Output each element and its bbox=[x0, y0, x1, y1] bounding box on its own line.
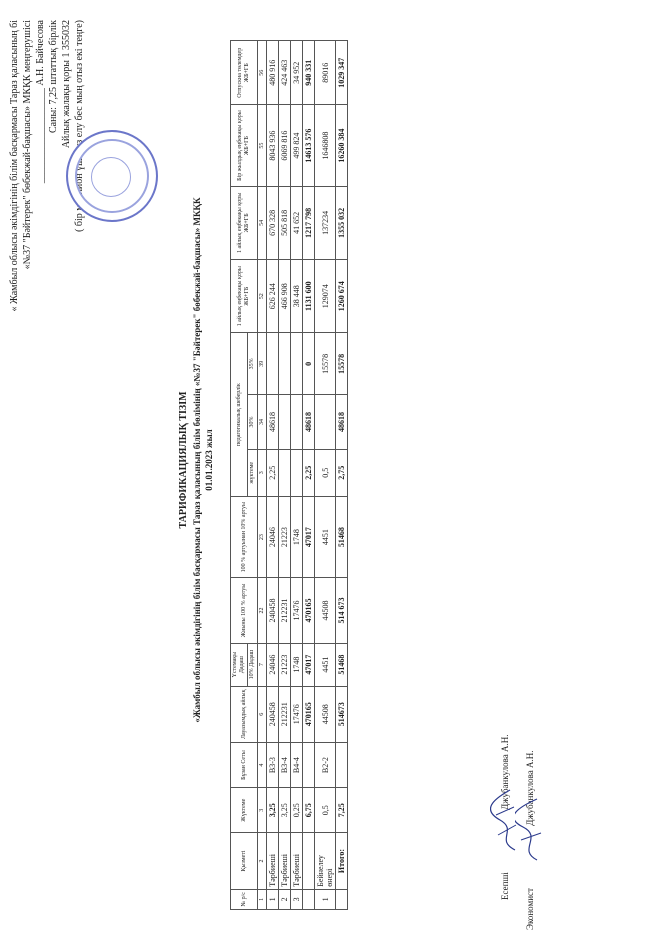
subtotal-rate: 6,75 bbox=[303, 788, 315, 833]
col-number: 3 bbox=[258, 449, 267, 496]
col-number: 22 bbox=[258, 578, 267, 643]
row-num: 1 bbox=[267, 889, 279, 909]
col-accrued-header: Жиыны 100 % артуы bbox=[231, 578, 258, 643]
row-month1b: 41 652 bbox=[291, 186, 303, 259]
subtotal-month1b: 1217 798 bbox=[303, 186, 315, 259]
subtotal-annual: 14613 576 bbox=[303, 105, 315, 186]
row-ped35 bbox=[291, 333, 303, 395]
col-number: 1 bbox=[258, 889, 267, 909]
row-annual: 8043 936 bbox=[267, 105, 279, 186]
table-row bbox=[291, 41, 303, 910]
economist-signature-icon bbox=[515, 795, 545, 865]
accountant-name: Джубанкулова А.Н. bbox=[500, 734, 510, 810]
total-vacation: 1029 347 bbox=[336, 41, 348, 105]
approval-line: Айлық жалақы қоры 1 355032 bbox=[61, 20, 72, 149]
row-ped-load: 0,5 bbox=[315, 449, 336, 496]
row-month1b: 670 328 bbox=[267, 186, 279, 259]
row-vacation: 89016 bbox=[315, 41, 336, 105]
subtotal-bonus10: 47017 bbox=[303, 643, 315, 686]
total-ped-load: 2,75 bbox=[336, 449, 348, 496]
row-ped30 bbox=[315, 395, 336, 449]
row-salary: 44508 bbox=[315, 686, 336, 742]
col-number: 54 bbox=[258, 186, 267, 259]
row-grade: В3-3 bbox=[267, 742, 279, 787]
total-rate: 7,25 bbox=[336, 788, 348, 833]
total-month1b: 1355 032 bbox=[336, 186, 348, 259]
col-ped30-header: 30% bbox=[248, 395, 258, 449]
row-total100: 21223 bbox=[279, 496, 291, 577]
col-number: 3 bbox=[258, 788, 267, 833]
approval-line: ___________________ А.Н. Байчесова bbox=[35, 20, 46, 184]
row-bonus10: 1748 bbox=[291, 643, 303, 686]
row-month1: 466 908 bbox=[279, 260, 291, 333]
document-date: 01.01.2023 жыл bbox=[204, 429, 214, 491]
economist-name: Джубанкулова А.Н. bbox=[525, 750, 535, 826]
total-total100: 51468 bbox=[336, 496, 348, 577]
col-number: 55 bbox=[258, 105, 267, 186]
row-ped-load bbox=[279, 449, 291, 496]
row-salary: 212231 bbox=[279, 686, 291, 742]
row-vacation: 480 916 bbox=[267, 41, 279, 105]
row-rate: 3,25 bbox=[267, 788, 279, 833]
subtotal-salary: 470165 bbox=[303, 686, 315, 742]
row-ped30 bbox=[279, 395, 291, 449]
organization-name: «Жамбыл облысы әкімдігінің білім басқармасы Тараз қаласының білім бөлімінің «№37 "Бәйтерек" бөбекжай-бақшасы» МКҚК bbox=[192, 197, 202, 723]
total-annual: 16260 384 bbox=[336, 105, 348, 186]
row-annual: 1646808 bbox=[315, 105, 336, 186]
subtotal-ped35: 0 bbox=[303, 333, 315, 395]
total-salary: 514673 bbox=[336, 686, 348, 742]
subtotal-row bbox=[303, 41, 315, 910]
col-number: 34 bbox=[258, 395, 267, 449]
col-month1-header: 1 айлық еңбекақы қоры ЖБ+ГБ bbox=[231, 260, 258, 333]
row-salary: 240458 bbox=[267, 686, 279, 742]
approval-line: «№37 "Бәйтерек" бөбекжай-бақшасы» МКҚК меңгерушісі bbox=[22, 20, 33, 270]
col-annual-header: Бір жылдық еңбекақы қоры ЖБ+ГБ bbox=[231, 105, 258, 186]
col-rate-header: Жүктеме bbox=[231, 788, 258, 833]
col-number: 56 bbox=[258, 41, 267, 105]
row-rate: 0,25 bbox=[291, 788, 303, 833]
row-vacation: 424 463 bbox=[279, 41, 291, 105]
tariff-table bbox=[230, 40, 348, 910]
col-ped-load-header: жүктеме bbox=[248, 449, 258, 496]
subtotal-accrued: 470165 bbox=[303, 578, 315, 643]
row-annual: 499 824 bbox=[291, 105, 303, 186]
accountant-signature-block bbox=[500, 640, 510, 900]
subtotal-month1: 1131 600 bbox=[303, 260, 315, 333]
approval-block bbox=[8, 20, 86, 450]
row-vacation: 34 952 bbox=[291, 41, 303, 105]
row-num: 3 bbox=[291, 889, 303, 909]
row-ped35 bbox=[279, 333, 291, 395]
row-total100: 1748 bbox=[291, 496, 303, 577]
row-accrued: 17476 bbox=[291, 578, 303, 643]
row-accrued: 44508 bbox=[315, 578, 336, 643]
row-month1b: 137234 bbox=[315, 186, 336, 259]
row-salary: 17476 bbox=[291, 686, 303, 742]
total-bonus10: 51468 bbox=[336, 643, 348, 686]
row-num: 1 bbox=[315, 889, 336, 909]
organization-seal bbox=[66, 130, 158, 222]
col-number: 6 bbox=[258, 686, 267, 742]
col-number: 23 bbox=[258, 496, 267, 577]
row-name: Тәрбиеші bbox=[279, 833, 291, 889]
row-ped30: 48618 bbox=[267, 395, 279, 449]
col-grade-header: Бұзан Сеты bbox=[231, 742, 258, 787]
col-month1b-header: 1 айлық еңбекақы қоры ЖБ+ГБ bbox=[231, 186, 258, 259]
table-row bbox=[279, 41, 291, 910]
col-salary-header: Лауазымдық айлық bbox=[231, 686, 258, 742]
row-ped-load: 2,25 bbox=[267, 449, 279, 496]
row-name: Тәрбиеші bbox=[267, 833, 279, 889]
row-month1: 129074 bbox=[315, 260, 336, 333]
total-accrued: 514 673 bbox=[336, 578, 348, 643]
row-bonus10: 24046 bbox=[267, 643, 279, 686]
economist-role: Экономист bbox=[525, 888, 535, 930]
subtotal-ped30: 48618 bbox=[303, 395, 315, 449]
row-name: Бейнелеу өнері bbox=[315, 833, 336, 889]
seal-center bbox=[91, 157, 131, 197]
total-row bbox=[336, 41, 348, 910]
table-row bbox=[267, 41, 279, 910]
col-number: 39 bbox=[258, 333, 267, 395]
col-number: 7 bbox=[258, 643, 267, 686]
row-month1: 626 244 bbox=[267, 260, 279, 333]
row-total100: 4451 bbox=[315, 496, 336, 577]
column-number-row bbox=[258, 41, 267, 910]
col-bonus-group-header: Үстемақы Дадаш bbox=[231, 643, 248, 686]
col-ped-group-header: педагогикалық шеберлік bbox=[231, 333, 248, 497]
col-num-header: № р/с bbox=[231, 889, 258, 909]
row-grade: В2-2 bbox=[315, 742, 336, 787]
col-vacation-header: Отпускна төлемдер ЖБ+ГБ bbox=[231, 41, 258, 105]
approval-line: ( бір миллион үш жүз елу бес мың отыз екі теңге) bbox=[74, 20, 85, 232]
col-number: 52 bbox=[258, 260, 267, 333]
row-rate: 3,25 bbox=[279, 788, 291, 833]
row-bonus10: 4451 bbox=[315, 643, 336, 686]
row-bonus10: 21223 bbox=[279, 643, 291, 686]
col-total100-header: 100 % артуынан 10% артуы bbox=[231, 496, 258, 577]
col-bonus10-header: 10% Дадаш bbox=[248, 643, 258, 686]
row-accrued: 212231 bbox=[279, 578, 291, 643]
total-month1: 1260 674 bbox=[336, 260, 348, 333]
row-grade: В4-4 bbox=[291, 742, 303, 787]
row-ped-load bbox=[291, 449, 303, 496]
row-name: Тәрбиеші bbox=[291, 833, 303, 889]
row-num: 2 bbox=[279, 889, 291, 909]
row-total100: 24046 bbox=[267, 496, 279, 577]
subtotal-vacation: 940 331 bbox=[303, 41, 315, 105]
table-row bbox=[315, 41, 336, 910]
col-number: 4 bbox=[258, 742, 267, 787]
col-number: 2 bbox=[258, 833, 267, 889]
row-accrued: 240458 bbox=[267, 578, 279, 643]
col-ped35-header: 35% bbox=[248, 333, 258, 395]
page-title: ТАРИФИКАЦИЯЛЫҚ ТІЗІМ bbox=[178, 391, 189, 529]
approval-line: Саны: 7,25 штаттық бірлік bbox=[48, 20, 59, 134]
total-ped30: 48618 bbox=[336, 395, 348, 449]
subtotal-total100: 47017 bbox=[303, 496, 315, 577]
col-name-header: Қызметі bbox=[231, 833, 258, 889]
row-grade: В3-4 bbox=[279, 742, 291, 787]
row-ped35: 15578 bbox=[315, 333, 336, 395]
row-annual: 6069 816 bbox=[279, 105, 291, 186]
row-ped35 bbox=[267, 333, 279, 395]
total-label: Итого: bbox=[336, 833, 348, 889]
economist-signature-block bbox=[525, 630, 535, 930]
subtotal-ped-load: 2,25 bbox=[303, 449, 315, 496]
row-month1b: 505 818 bbox=[279, 186, 291, 259]
accountant-role: Есепші bbox=[500, 872, 510, 900]
table-header-row bbox=[231, 41, 248, 910]
total-ped35: 15578 bbox=[336, 333, 348, 395]
approval-line: « Жамбыл облысы әкімдігінің білім басқармасы Тараз қаласының бі bbox=[9, 20, 20, 312]
row-month1: 38 448 bbox=[291, 260, 303, 333]
row-rate: 0,5 bbox=[315, 788, 336, 833]
row-ped30 bbox=[291, 395, 303, 449]
